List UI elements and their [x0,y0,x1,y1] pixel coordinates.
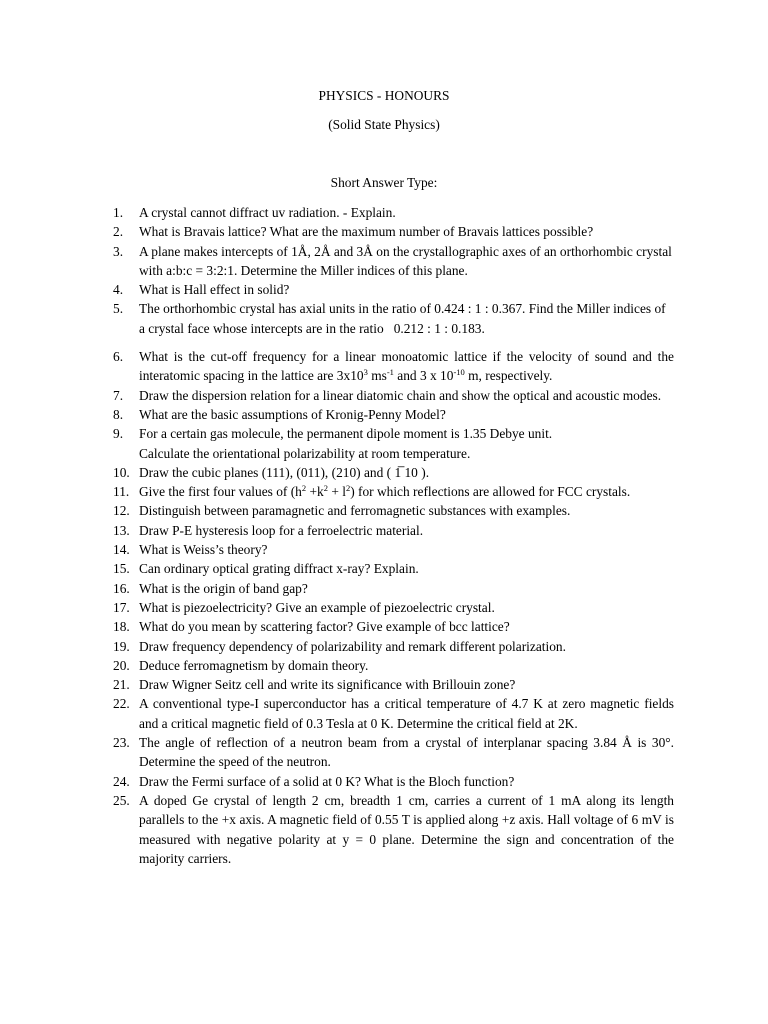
question-text: Deduce ferromagnetism by domain theory. [139,657,369,673]
question-text: What is the origin of band gap? [139,580,308,596]
question-number: 22. [113,696,130,712]
page-title: PHYSICS - HONOURS [318,88,450,103]
question-text: A conventional type-I superconductor has a critical temperature of 4.7 K at zero magnetic fields and a critical magnetic field of 0.3 Tesla at 0 K. Determine the critical field at 2K. [139,696,674,731]
question-number: 9. [113,426,124,442]
question-item [113,694,674,733]
question-item [113,280,674,299]
question-number: 18. [113,619,130,635]
question-number: 15. [113,561,130,577]
question-item [113,733,674,772]
question-text-part: The orthorhombic crystal has axial units in the ratio of 0.424 : 1 : 0.367. Find the Miller indices of a crystal face whose intercepts are in the ratio [139,301,666,336]
question-number: 7. [113,387,124,403]
question-number: 16. [113,580,130,596]
question-text [139,299,674,338]
question-text-part: + l [327,484,346,500]
question-item [113,463,674,482]
question-text: What is Bravais lattice? What are the maximum number of Bravais lattices possible? [139,224,594,240]
question-text: Draw the Fermi surface of a solid at 0 K? What is the Bloch function? [139,773,515,789]
question-item [113,242,674,281]
question-text: Draw the cubic planes (111), (011), (210) and ( 1̅ 10 ). [139,464,430,480]
question-text: The angle of reflection of a neutron beam from a crystal of interplanar spacing 3.84 Å is 30°. Determine the speed of the neutron. [139,735,674,770]
question-item [113,299,674,338]
question-item [113,598,674,617]
question-list [113,203,674,868]
question-item [113,501,674,520]
question-number: 6. [113,349,124,365]
question-item [113,559,674,578]
question-number: 12. [113,503,130,519]
question-text: What are the basic assumptions of Kronig-Penny Model? [139,406,446,422]
question-number: 11. [113,484,130,500]
question-number: 21. [113,677,130,693]
question-text: What do you mean by scattering factor? Give example of bcc lattice? [139,619,510,635]
question-number: 14. [113,542,130,558]
question-item [113,617,674,636]
question-item [113,656,674,675]
question-number: 13. [113,522,130,538]
question-text: Draw frequency dependency of polarizability and remark different polarization. [139,638,566,654]
question-item [113,675,674,694]
question-number: 5. [113,301,124,317]
question-number: 24. [113,773,130,789]
question-text: What is Hall effect in solid? [139,282,290,298]
question-number: 4. [113,282,124,298]
question-text [139,347,674,386]
question-item [113,772,674,791]
superscript: -10 [453,367,465,378]
question-text-part: Calculate the orientational polarizability at room temperature. [139,445,471,461]
section-heading: Short Answer Type: [330,175,438,190]
question-text-part: What is the cut-off frequency for a linear monoatomic lattice if the velocity of sound and the interatomic spacing in the lattice are 3x10 [139,349,674,384]
question-text-part: +k [306,484,324,500]
question-text: What is Weiss’s theory? [139,542,268,558]
question-item [113,791,674,868]
question-item [113,347,674,386]
superscript: 2 [301,483,307,494]
superscript: 2 [323,483,328,494]
question-text-part: For a certain gas molecule, the permanent dipole moment is 1.35 Debye unit. [139,426,553,442]
question-text: A plane makes intercepts of 1Å, 2Å and 3Å on the crystallographic axes of an orthorhombic crystal with a:b:c = 3:2:1. Determine the Miller indices of this plane. [139,243,672,278]
question-text: Draw the dispersion relation for a linear diatomic chain and show the optical and acoustic modes. [139,387,662,403]
question-item [113,203,674,222]
question-item [113,405,674,424]
question-item [113,540,674,559]
question-text: Draw P-E hysteresis loop for a ferroelectric material. [139,522,424,538]
question-text [139,482,674,501]
question-number: 19. [113,638,130,654]
superscript: -1 [386,367,394,378]
question-item [113,424,674,463]
question-text: A crystal cannot diffract uv radiation. - Explain. [139,205,396,220]
question-number: 10. [113,464,130,480]
question-item [113,482,674,501]
question-number: 2. [113,224,124,240]
question-number: 20. [113,657,130,673]
question-text: Can ordinary optical grating diffract x-ray? Explain. [139,561,419,577]
question-text: What is piezoelectricity? Give an example of piezoelectric crystal. [139,599,495,615]
question-text-part: ms [367,368,387,384]
question-item [113,637,674,656]
question-item [113,222,674,241]
superscript: 2 [345,483,351,494]
question-item [113,521,674,540]
question-text-part: 0.212 : 1 : 0.183. [393,320,485,336]
question-number: 25. [113,792,130,808]
question-text-part: and 3 x 10 [393,368,454,384]
question-text-part: ) for which reflections are allowed for FCC crystals. [350,484,631,500]
question-item [113,386,674,405]
question-number: 3. [113,243,124,259]
question-number: 17. [113,599,130,615]
question-text-part: Give the first four values of (h [139,484,302,500]
question-text: Draw Wigner Seitz cell and write its significance with Brillouin zone? [139,677,516,693]
question-number: 23. [113,735,130,751]
page-subtitle: (Solid State Physics) [328,117,440,132]
question-text: Distinguish between paramagnetic and ferromagnetic substances with examples. [139,503,571,519]
question-item [113,579,674,598]
question-text: A doped Ge crystal of length 2 cm, breadth 1 cm, carries a current of 1 mA along its length parallels to the +x axis. A magnetic field of 0.55 T is applied along +z axis. Hall voltage of 6 mV is measured with negative polarity at y = 0 plane. Determine the sign and concentration of the majority carriers. [139,792,674,866]
question-text [139,424,674,463]
superscript: 3 [363,367,368,378]
question-number: 8. [113,406,124,422]
question-text-part: m, respectively. [464,368,553,384]
question-number: 1. [113,205,124,220]
